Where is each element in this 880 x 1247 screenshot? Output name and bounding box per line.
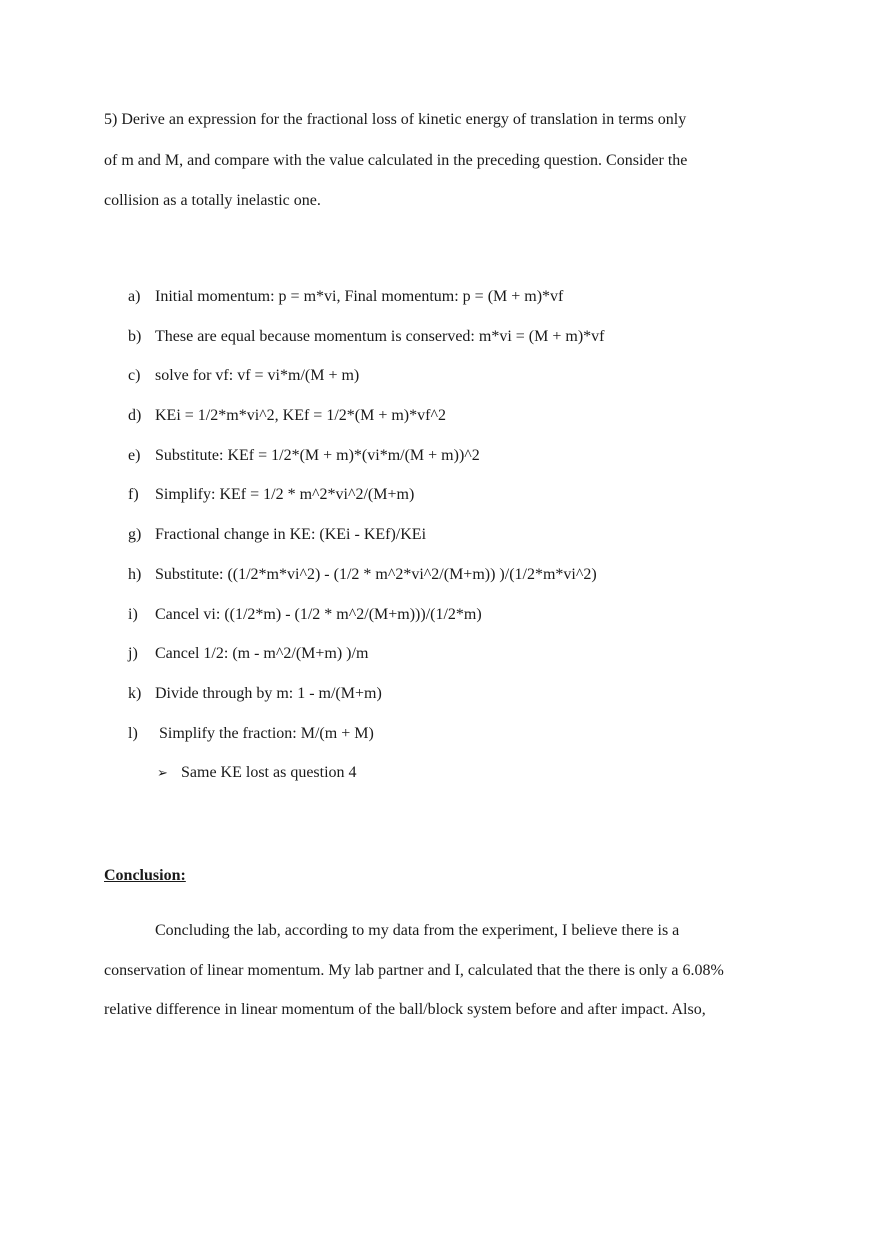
step-text: solve for vf: vf = vi*m/(M + m) <box>155 367 360 385</box>
step-letter: g) <box>128 526 142 544</box>
question-line: 5) Derive an expression for the fractional loss of kinetic energy of translation in terms only <box>104 111 687 128</box>
list-item <box>128 401 604 441</box>
list-item <box>128 639 604 679</box>
conclusion-line: relative difference in linear momentum of the ball/block system before and after impact. Also, <box>104 1001 706 1018</box>
step-text: KEi = 1/2*m*vi^2, KEf = 1/2*(M + m)*vf^2 <box>155 407 446 425</box>
list-item <box>128 322 604 362</box>
step-text: These are equal because momentum is conserved: m*vi = (M + m)*vf <box>155 327 605 345</box>
list-item <box>128 600 604 640</box>
list-item <box>128 679 604 719</box>
list-item <box>128 282 604 322</box>
list-item <box>128 560 604 600</box>
conclusion-line: conservation of linear momentum. My lab partner and I, calculated that the there is only a 6.08% <box>104 961 724 979</box>
question-line: collision as a totally inelastic one. <box>104 192 321 209</box>
step-letter: c) <box>128 367 141 385</box>
derivation-steps-list <box>128 282 604 758</box>
step-letter: k) <box>128 684 142 702</box>
step-text: Substitute: ((1/2*m*vi^2) - (1/2 * m^2*vi^2/(M+m)) )/(1/2*m*vi^2) <box>155 565 597 583</box>
step-letter: l) <box>128 724 138 742</box>
step-letter: j) <box>128 645 138 663</box>
step-text: Fractional change in KE: (KEi - KEf)/KEi <box>155 526 427 544</box>
step-letter: b) <box>128 327 142 345</box>
conclusion-paragraph <box>104 911 784 1030</box>
step-text: Substitute: KEf = 1/2*(M + m)*(vi*m/(M + m))^2 <box>155 446 480 464</box>
question-line: of m and M, and compare with the value calculated in the preceding question. Consider the <box>104 151 688 169</box>
step-letter: f) <box>128 486 139 504</box>
step-text: Simplify the fraction: M/(m + M) <box>159 724 374 742</box>
conclusion-heading: Conclusion: <box>104 867 186 884</box>
list-item <box>128 719 604 759</box>
bullet-text: Same KE lost as question 4 <box>181 764 357 781</box>
list-item <box>128 361 604 401</box>
step-letter: d) <box>128 407 142 425</box>
list-item <box>128 480 604 520</box>
step-text: Initial momentum: p = m*vi, Final momentum: p = (M + m)*vf <box>155 288 564 305</box>
list-item <box>128 441 604 481</box>
step-text: Cancel vi: ((1/2*m) - (1/2 * m^2/(M+m)))/(1/2*m) <box>155 605 482 623</box>
question-paragraph <box>104 100 784 222</box>
step-text: Simplify: KEf = 1/2 * m^2*vi^2/(M+m) <box>155 486 415 504</box>
arrow-bullet-icon: ➢ <box>157 765 168 780</box>
step-letter: a) <box>128 288 141 305</box>
list-item <box>128 520 604 560</box>
step-text: Cancel 1/2: (m - m^2/(M+m) )/m <box>155 645 369 663</box>
conclusion-line: Concluding the lab, according to my data from the experiment, I believe there is a <box>155 922 680 939</box>
result-bullet <box>157 758 357 788</box>
step-letter: e) <box>128 446 141 464</box>
step-text: Divide through by m: 1 - m/(M+m) <box>155 684 382 702</box>
step-letter: h) <box>128 565 142 583</box>
step-letter: i) <box>128 605 138 623</box>
